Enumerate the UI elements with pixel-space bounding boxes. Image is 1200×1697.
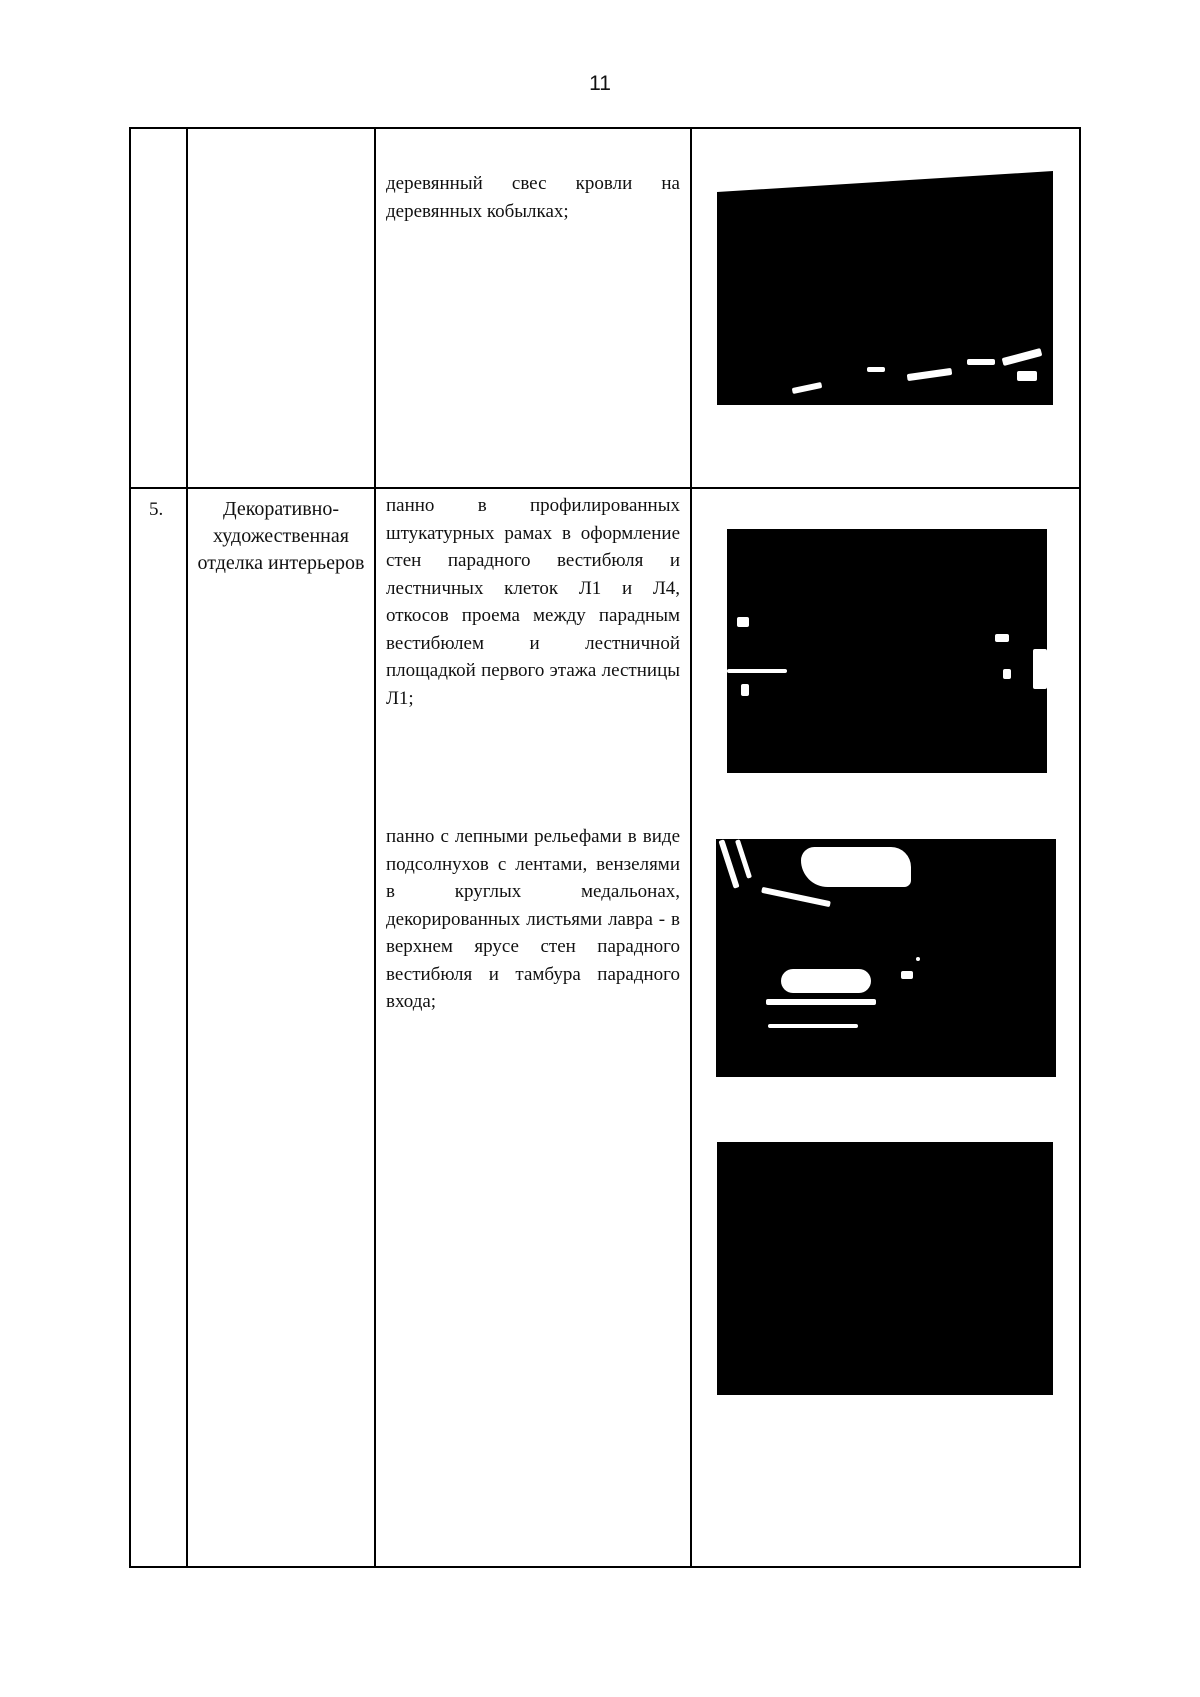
framed-panel-photo bbox=[727, 529, 1047, 773]
description-cell bbox=[375, 128, 691, 488]
item-description: деревянный свес кровли на деревянных кобылках; bbox=[386, 173, 680, 222]
table-row bbox=[130, 488, 1080, 1567]
stucco-relief-photo bbox=[716, 839, 1056, 1077]
dark-photo bbox=[717, 1142, 1053, 1395]
item-description: панно с лепными рельефами в виде подсолнухов с лентами, вензелями в круглых медальонах, декорированных листьями лавра - в верхнем ярусе стен парадного вестибюля и тамбура парадного входа; bbox=[386, 826, 680, 1012]
monument-elements-table bbox=[129, 127, 1081, 1568]
photo-cell bbox=[691, 488, 1080, 1567]
roof-eave-photo bbox=[717, 171, 1053, 405]
item-description: панно в профилированных штукатурных рамах в оформление стен парадного вестибюля и лестничных клеток Л1 и Л4, откосов проема между парадным вестибюлем и лестничной площадкой первого этажа лестницы Л1; bbox=[386, 495, 680, 709]
element-name-cell bbox=[187, 128, 375, 488]
row-number-cell bbox=[130, 128, 187, 488]
page-number: 11 bbox=[589, 72, 611, 95]
photo-cell bbox=[691, 128, 1080, 488]
element-name-cell: Декоративно-художественная отделка интерьеров bbox=[187, 488, 375, 1567]
table-row bbox=[130, 128, 1080, 488]
description-cell bbox=[375, 488, 691, 1567]
row-number-cell: 5. bbox=[130, 488, 187, 1567]
